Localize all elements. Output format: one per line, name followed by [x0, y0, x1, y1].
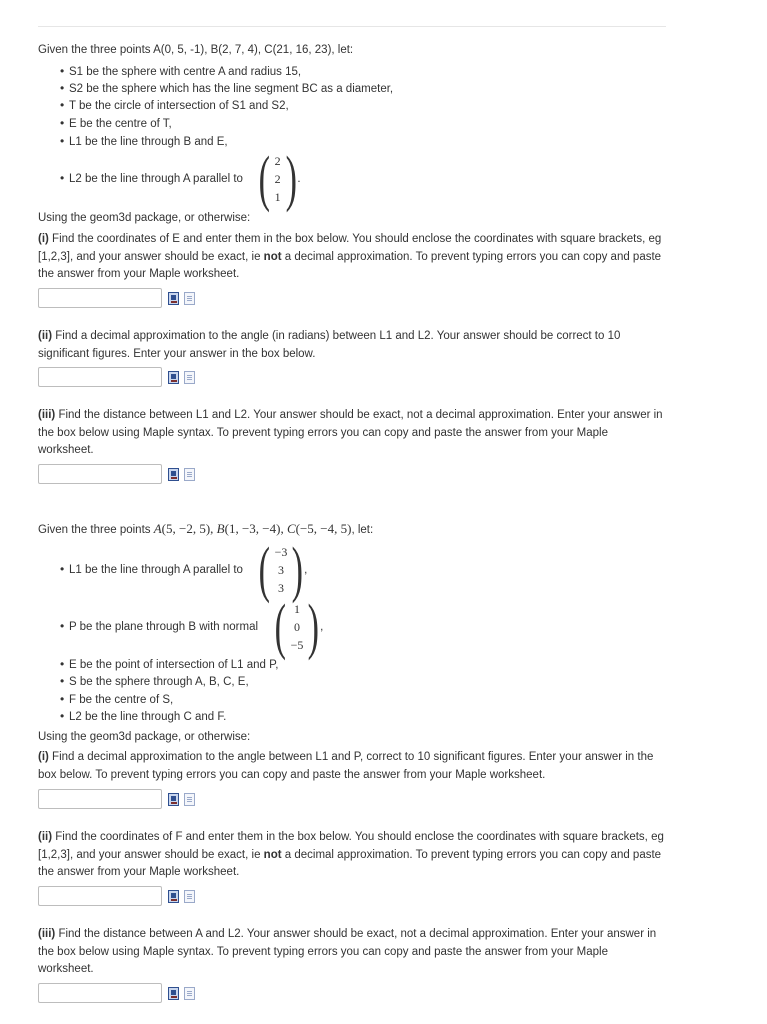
q2-bullet-f: • F be the centre of S, [60, 692, 174, 706]
q1-vector-x: 2 [274, 154, 281, 168]
q2-bullet-s: • S be the sphere through A, B, C, E, [60, 674, 249, 688]
equation-editor-icon[interactable] [168, 371, 179, 384]
q2-bullet-l1: • L1 be the line through A parallel to [60, 562, 243, 576]
q1-vector-z: 1 [274, 190, 281, 204]
q2-part-iii: (iii) Find the distance between A and L2. Your answer should be exact, not a decimal approximation. Enter your answer in the box below using Maple syntax. To prevent typing errors you can copy and paste the answer from your Maple worksheet. [38, 928, 657, 975]
preview-icon[interactable] [184, 292, 195, 305]
equation-editor-icon[interactable] [168, 292, 179, 305]
top-divider [38, 26, 666, 27]
q2-part-i: (i) Find a decimal approximation to the angle between L1 and P, correct to 10 significant figures. Enter your answer in the box below. To prevent typing errors you can copy and paste the answer from your Maple worksheet. [38, 751, 654, 781]
q1-intro: Given the three points A(0, 5, -1), B(2, 7, 4), C(21, 16, 23), let: [38, 44, 354, 56]
q1-bullet-e: • E be the centre of T, [60, 116, 172, 130]
q1-answer-input-i[interactable] [38, 288, 162, 308]
q2-vec1-z: 3 [278, 581, 285, 595]
q1-bullet-s1: • S1 be the sphere with centre A and radius 15, [60, 64, 302, 78]
q1-direction-vector: ( 2 2 1 ) . [258, 145, 301, 213]
equation-editor-icon[interactable] [168, 987, 179, 1000]
q2-answer-row-i [38, 788, 195, 810]
q1-answer-input-iii[interactable] [38, 464, 162, 484]
q2-answer-input-ii[interactable] [38, 886, 162, 906]
q2-vec1-x: −3 [274, 545, 288, 559]
q2-answer-row-ii [38, 885, 195, 907]
q1-bullet-t: • T be the circle of intersection of S1 and S2, [60, 98, 289, 112]
q1-part-ii: (ii) Find a decimal approximation to the angle (in radians) between L1 and L2. Your answer should be correct to 10 significant figures. Enter your answer in the box below. [38, 330, 621, 360]
q2-normal-vector: ( 1 0 −5 ) , [274, 593, 324, 661]
q2-intro: Given the three points A(5, −2, 5), B(1, −3, −4), C(−5, −4, 5), let: [38, 521, 374, 536]
q2-vec2-z: −5 [290, 638, 304, 652]
equation-editor-icon[interactable] [168, 468, 179, 481]
q1-part-iii: (iii) Find the distance between L1 and L2. Your answer should be exact, not a decimal approximation. Enter your answer in the box below using Maple syntax. To prevent typing errors you can copy and paste the answer from your Maple worksheet. [38, 409, 663, 456]
q2-answer-input-i[interactable] [38, 789, 162, 809]
q2-answer-row-iii [38, 982, 195, 1004]
preview-icon[interactable] [184, 793, 195, 806]
preview-icon[interactable] [184, 987, 195, 1000]
equation-editor-icon[interactable] [168, 890, 179, 903]
q1-answer-row-ii [38, 366, 195, 388]
q2-vec1-y: 3 [278, 563, 285, 577]
q1-using: Using the geom3d package, or otherwise: [38, 212, 251, 224]
q2-bullet-l2: • L2 be the line through C and F. [60, 709, 227, 723]
q1-part-i: (i) Find the coordinates of E and enter them in the box below. You should enclose the coordinates with square brackets, eg [1,2,3], and your answer should be exact, ie not a decimal approximation. To prevent typing errors you can copy and paste the answer from your Maple worksheet. [38, 233, 662, 280]
q1-answer-row-i [38, 287, 195, 309]
q2-bullet-e: • E be the point of intersection of L1 and P, [60, 657, 279, 671]
q1-bullet-s2: • S2 be the sphere which has the line segment BC as a diameter, [60, 81, 394, 95]
q2-answer-input-iii[interactable] [38, 983, 162, 1003]
preview-icon[interactable] [184, 468, 195, 481]
q2-using: Using the geom3d package, or otherwise: [38, 731, 251, 743]
q1-answer-input-ii[interactable] [38, 367, 162, 387]
q2-part-ii: (ii) Find the coordinates of F and enter them in the box below. You should enclose the coordinates with square brackets, eg [1,2,3], and your answer should be exact, ie not a decimal approximation. To prevent typing errors you can copy and paste the answer from your Maple worksheet. [38, 831, 664, 878]
equation-editor-icon[interactable] [168, 793, 179, 806]
q1-bullet-l1: • L1 be the line through B and E, [60, 134, 228, 148]
q2-vec2-x: 1 [294, 602, 301, 616]
q2-vec2-y: 0 [294, 620, 301, 634]
q1-vector-y: 2 [274, 172, 281, 186]
q2-bullet-p: • P be the plane through B with normal [60, 619, 259, 633]
preview-icon[interactable] [184, 371, 195, 384]
preview-icon[interactable] [184, 890, 195, 903]
q2-direction-vector: ( −3 3 3 ) , [258, 536, 308, 604]
q1-answer-row-iii [38, 463, 195, 485]
q1-bullet-l2: • L2 be the line through A parallel to [60, 171, 243, 185]
